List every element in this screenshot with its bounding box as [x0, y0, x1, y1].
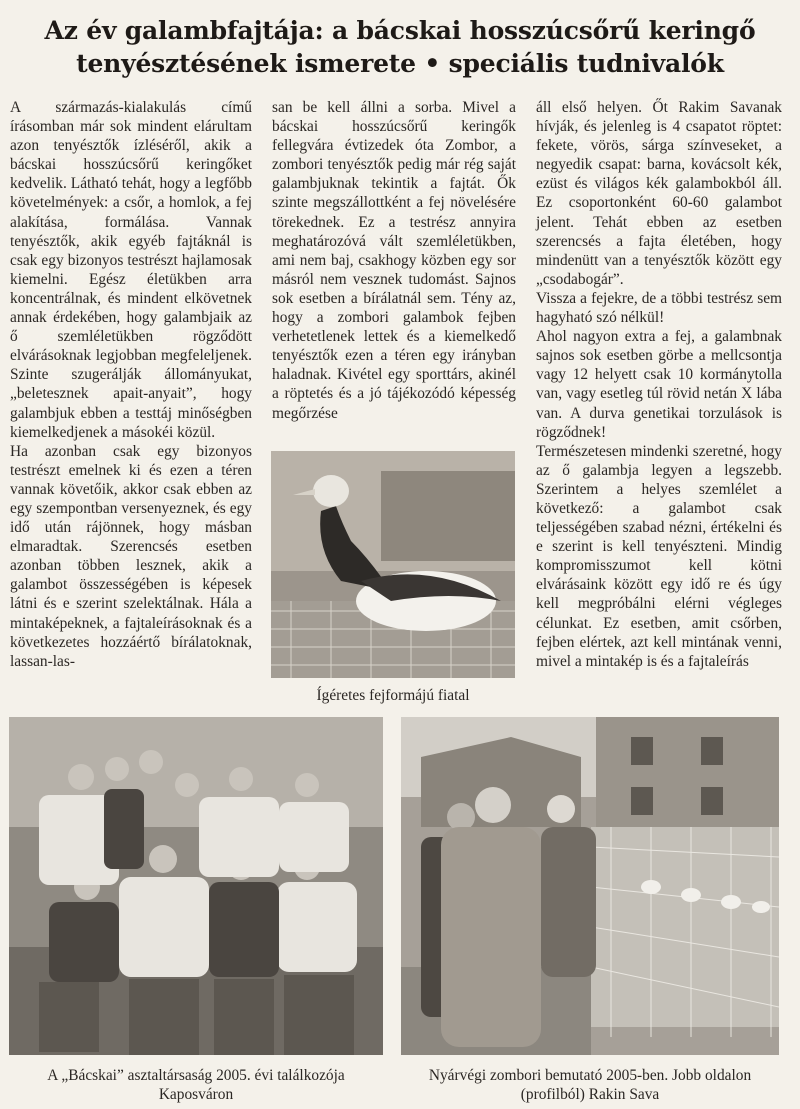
show-caption: Nyárvégi zombori bemutató 2005-ben. Jobb oldalon (profilból) Rakin Sava [428, 1067, 752, 1103]
text-column-3 [536, 98, 782, 671]
article-title [0, 14, 800, 80]
title-line-1: Az év galambfajtája: a bácskai hosszúcsőrű keringő [44, 16, 756, 45]
pigeon-photo [271, 451, 515, 678]
group-photo [9, 717, 383, 1055]
paragraph: áll első helyen. Őt Rakim Savanak hívják, és jelenleg is 4 csapatot röptet: fekete, vörös, sárga színveseket, a negyedik csapat: barna, kovácsolt kék, ezüst és világos kék galambokból áll. Ez csoportonként 60-60 galambot jelent. Tehát ebben az esetben szerencsés a fajta életében, hogy mindenütt van a tenyésztők között egy „csodabogár”. [536, 99, 782, 288]
group-caption: A „Bácskai” asztaltársaság 2005. évi találkozója Kaposváron [47, 1067, 345, 1103]
paragraph: Ha azonban csak egy bizonyos testrészt emelnek ki és ezen a téren vannak követőik, akkor csak ebben az egy szempontban versenyeznek, és egy idő után rájönnek, hogy másban elmaradtak. Szerencsés esetben azonban többen lesznek, akik a galambot összességében is képesek látni és e szerint szelektálnak. Hála a mintaképeknek, a fajtaleírásoknak és a következetes hozzáértő bírálatoknak, lassan-las- [10, 442, 252, 670]
paragraph: Természetesen mindenki szeretné, hogy az ő galambja legyen a legszebb. Szerintem a helyes szemlélet a következő: a galambot csak teljességében szabad nézni, értékelni és e szerint is kell tenyészteni. Mindig kompromisszumot kell kötni elvárásaink között egy idő re és úgy kell megpróbálni elérni végleges célunkat. Ez esetben, amit csőrben, fejben elértek, azt kell mintának venni, mivel a mintakép is és a fajtaleírás [536, 442, 782, 670]
paragraph: san be kell állni a sorba. Mivel a bácskai hosszúcsőrű keringők fellegvára évtizedek óta Zombor, a zombori tenyésztők pedig már rég saját galambjuknak tekintik a fajtát. Ők szinte megszállottként a fej növelésére törekednek. Ez a testrész annyira meghatározóvá vált szemléletükben, ami nem baj, csakhogy közben egy sor másról nem vesznek tudomást. Sajnos sok esetben a bírálatnál sem. Tény az, hogy a zombori galambok fejben verhetetlenek lettek és a kiemelkedő tenyésztők ezen a téren egy irányban haladnak. Kivétel egy sporttárs, akinél a röptetés és a jó tájékozódó képesség megőrzése [272, 99, 516, 422]
show-photo [401, 717, 779, 1055]
title-line-2: tenyésztésének ismerete • speciális tudnivalók [76, 49, 724, 78]
text-column-2 [272, 98, 516, 423]
paragraph: Ahol nagyon extra a fej, a galambnak sajnos sok esetben görbe a mellcsontja vagy 12 helyett csak 10 kormánytolla van, vagy esetleg túl rövid netán X lába van. A durva genetikai torzulások is rögződnek! [536, 328, 782, 441]
paragraph: Vissza a fejekre, de a többi testrész sem hagyható szó nélkül! [536, 289, 782, 327]
text-column-1 [10, 98, 252, 671]
pigeon-caption: Ígéretes fejformájú fiatal [316, 687, 470, 704]
paragraph: A származás-kialakulás című írásomban már sok mindent elárultam azon tenyésztők ízléséről, akik a bácskai hosszúcsőrű keringőket kedvelik. Látható tehát, hogy a legfőbb követelmények: a csőr, a homlok, a fej alakítása, formálása. Vannak tenyésztők, akik egyéb fajtáknál is csak egy bizonyos testrészt hajlamosak kiemelni. Egész életükben arra koncentrálnak, és mindent elkövetnek annak érdekében, hogy galambjaik az ő szemléletükben rögződött elvárásoknak legjobban megfeleljenek. Szinte szugerálják állományukat, „beletesznek apait-anyait”, hogy galambjuk ebben a testtáj minőségben kiemelkedjenek a másokéi közül. [10, 99, 252, 441]
